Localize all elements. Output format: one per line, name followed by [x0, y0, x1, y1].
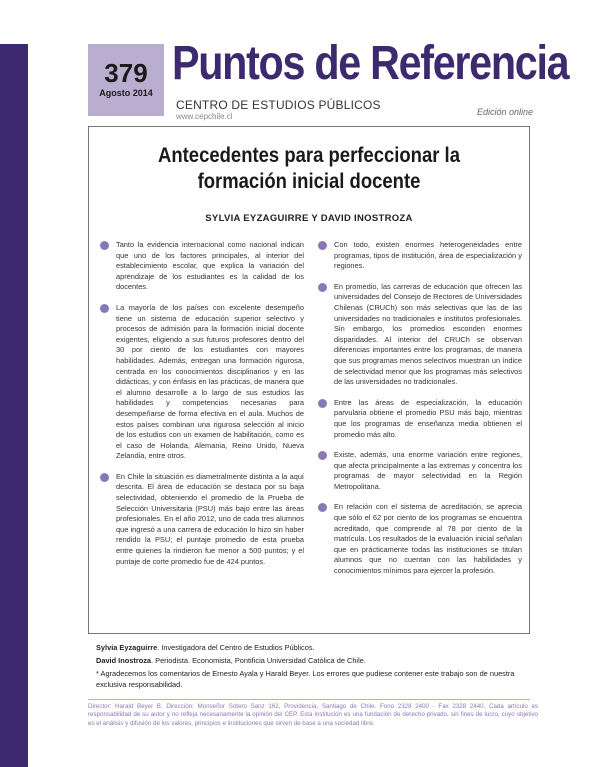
bullet-dot-icon — [318, 283, 327, 292]
bullet-dot-icon — [318, 503, 327, 512]
bullet-text: La mayoría de los países con excelente desempeño tiene un sistema de educación superior selectivo y procesos de admisión para la formación inicial docente exigentes, eligiendo a sus futuros profesores dentro del 30 por ciento de los estudiantes con mayores habilidades. Además, entregan una formación rigurosa, centrada en los conocimientos disciplinarios y en las didácticas, y con énfasis en las prácticas, de manera que el alumno desarrolle a lo largo de sus estudios las habilidades y competencias necesarias para desempeñarse de forma efectiva en el aula. Muchos de estos países combinan una rigurosa selección al inicio de los estudios con un examen de habilitación, como es el caso de Holanda, Alemania, Reino Unido, Nueva Zelandia, entre otros. — [116, 302, 304, 461]
acknowledgements: * Agradecemos los comentarios de Ernesto Ayala y Harald Beyer. Los errores que pudiese contener este trabajo son de nuestra exclusiva responsabilidad. — [96, 669, 515, 689]
bullet-text: En promedio, las carreras de educación que ofrecen las universidades del Consejo de Rectores de Universidades Chilenas (CRUCh) son más selectivas que las de las universidades no tradicionales e institutos profesionales. Sin embargo, los promedios esconden enormes disparidades. Al interior del CRUCh se observan diferencias importantes entre los programas, de manera que sus programas menos selectivos muestran un índice de selectividad menor que los programas más selectivos de las universidades no tradicionales. — [334, 281, 522, 387]
article-title — [115, 143, 504, 195]
bullet-paragraph — [318, 240, 522, 272]
right-column — [318, 240, 522, 587]
article-title-line-2: formación inicial docente — [197, 170, 421, 193]
bullet-text: En Chile la situación es diametralmente distinta a la aquí descrita. El área de educación se destaca por su baja selectividad, obteniendo el promedio de la Prueba de Selección Universitaria (PSU) más bajo entre las áreas profesionales. En el año 2012, uno de cada tres alumnos que ingresó a una carrera de educación lo hizo sin haber rendido la PSU; el puntaje promedio de esta prueba entre quienes la rindieron fue menor a 500 puntos; y el puntaje de corte promedio fue de 424 puntos. — [116, 471, 304, 566]
left-column — [100, 240, 304, 577]
author-2-description: . Periodista. Economista, Pontificia Universidad Católica de Chile. — [151, 656, 366, 665]
author-2-name: David Inostroza — [96, 656, 152, 665]
author-note-1 — [96, 642, 526, 653]
bullet-text: Existe, además, una enorme variación entre regiones, que afecta principalmente a las extremas y concentra los programas de mayor selectividad en la Región Metropolitana. — [334, 450, 522, 491]
author-1-description: . Investigadora del Centro de Estudios Públicos. — [157, 643, 315, 652]
bullet-dot-icon — [318, 451, 327, 460]
bullet-paragraph — [100, 303, 304, 462]
bullet-dot-icon — [318, 399, 327, 408]
bullet-dot-icon — [100, 241, 109, 250]
side-color-bar — [0, 44, 28, 767]
bullet-dot-icon — [318, 241, 327, 250]
author-note-2 — [96, 655, 526, 666]
bullet-dot-icon — [100, 304, 109, 313]
author-footnotes — [96, 642, 526, 692]
bullet-dot-icon — [100, 473, 109, 482]
masthead-title: Puntos de Referencia — [172, 37, 569, 90]
edition-label: Edición online — [476, 107, 533, 117]
footer-text: Director: Harald Beyer B. Dirección: Monseñor Sótero Sanz 162, Providencia, Santiago de Chile. Fono 2328 2400 - Fax 2328 2440. Cada artículo es responsabilidad de su autor y no refleja necesariamente la opinión del CEP. Esta institución es una fundación de derecho privado, sin fines de lucro, cuyo objetivo es el análisis y difusión de los valores, principios e instituciones que sirven de base a una sociedad libre. — [88, 703, 538, 727]
bullet-paragraph — [318, 398, 522, 440]
bullet-paragraph — [318, 450, 522, 492]
bullet-text: Tanto la evidencia internacional como nacional indican que uno de los factores principales, al interior del establecimiento escolar, que explica la variación del aprendizaje de los estudiantes es la calidad de los docentes. — [116, 240, 304, 292]
issue-date: Agosto 2014 — [99, 88, 153, 98]
bullet-text: Entre las áreas de especialización, la educación parvularia obtiene el promedio PSU más bajo, mientras que los programas de enseñanza media obtienen el promedio más alto. — [334, 397, 522, 439]
bullet-paragraph — [318, 502, 522, 576]
issue-badge — [88, 44, 164, 116]
publisher-name: CENTRO DE ESTUDIOS PÚBLICOS — [176, 98, 381, 112]
bullet-paragraph — [100, 472, 304, 567]
footer-divider — [88, 699, 530, 700]
bullet-paragraph — [100, 240, 304, 293]
issue-number: 379 — [104, 58, 148, 88]
author-1-name: Sylvia Eyzaguirre — [96, 643, 158, 652]
bullet-paragraph — [318, 282, 522, 388]
article-authors: SYLVIA EYZAGUIRRE Y DAVID INOSTROZA — [205, 213, 413, 224]
publisher-url: www.cepchile.cl — [176, 112, 233, 121]
bullet-text: En relación con el sistema de acreditación, se aprecia que sólo el 62 por ciento de los programas se encuentra acreditado, que comprende al 78 por ciento de la matrícula. Los resultados de la evaluación inicial señalan que en prácticamente todas las instituciones se titulan alumnos que no cuentan con las habilidades y conocimientos mínimos para ejercer la profesión. — [334, 502, 522, 576]
article-title-line-1: Antecedentes para perfeccionar la — [158, 144, 460, 167]
bullet-text: Con todo, existen enormes heterogeneidades entre programas, tipos de institución, área de especialización y regiones. — [334, 240, 522, 271]
